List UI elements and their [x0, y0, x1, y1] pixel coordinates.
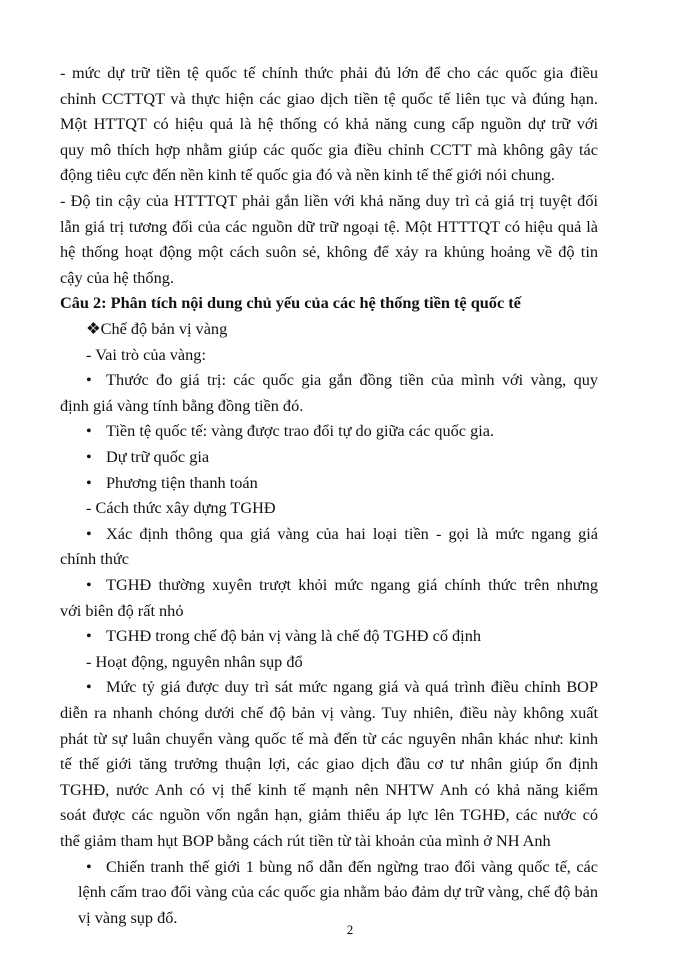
bullet-icon: • [86, 523, 92, 543]
text-line: Một HTTQT có hiệu quả là hệ thống có khả năng cung cấp nguồn dự trữ với [60, 114, 598, 134]
text-line: Mức tỷ giá được duy trì sát mức ngang giá và quá trình điều chỉnh BOP [106, 677, 598, 697]
bullet-item [86, 626, 481, 646]
text-line: TGHĐ trong chế độ bản vị vàng là chế độ TGHĐ cố định [106, 626, 481, 646]
bullet-icon: • [86, 856, 92, 876]
text-line: - mức dự trữ tiền tệ quốc tế chính thức phải đủ lớn để cho các quốc gia điều [60, 63, 598, 82]
text-line: chỉnh CCTTQT và thực hiện các giao dịch tiền tệ quốc tế liên tục và đúng hạn. [60, 88, 598, 108]
text-line: Phương tiện thanh toán [106, 472, 258, 492]
page-number: 2 [346, 921, 354, 937]
bullet-item [86, 524, 598, 544]
bullet-icon: • [86, 575, 92, 594]
dash-item: - Cách thức xây dựng TGHĐ [86, 498, 276, 518]
bullet-icon: • [86, 370, 92, 390]
bullet-item [86, 421, 494, 441]
text-line: tế thế giới tăng trưởng thuận lợi, các giao dịch đầu cơ tư nhân giúp ổn định [60, 754, 598, 774]
bullet-icon: • [86, 626, 92, 646]
text-line: định giá vàng tính bằng đồng tiền đó. [60, 395, 304, 415]
text-line: lệnh cấm trao đổi vàng của các quốc gia nhằm bảo đảm dự trữ vàng, chế độ bản [78, 882, 598, 902]
text-line: Thước đo giá trị: các quốc gia gắn đồng tiền của mình với vàng, quy [106, 370, 598, 390]
text-line: động tiêu cực đến nền kinh tế quốc gia đó và nền kinh tế thế giới nói chung. [60, 165, 555, 185]
bullet-icon: • [86, 677, 92, 697]
text-line: diễn ra nhanh chóng dưới chế độ bản vị vàng. Tuy nhiên, điều này không xuất [60, 703, 598, 722]
text-line: soát được các nguồn vốn ngắn hạn, giảm thiểu áp lực lên TGHĐ, các nước có [60, 805, 598, 825]
text-line: - Độ tin cậy của HTTTQT phải gắn liền với khả năng duy trì cả giá trị tuyệt đối [60, 191, 598, 210]
text-line: với biên độ rất nhỏ [60, 600, 184, 620]
text-line: TGHĐ thường xuyên trượt khỏi mức ngang giá chính thức trên nhưng [106, 575, 598, 594]
bullet-item [86, 473, 258, 493]
text-line: vị vàng sụp đổ. [78, 907, 178, 927]
subsection-heading: ❖Chế độ bản vị vàng [86, 319, 228, 338]
text-line: quy mô thích hợp nhằm giúp các quốc gia điều chỉnh CCTT mà không gây tác [60, 139, 598, 159]
text-line: Tiền tệ quốc tế: vàng được trao đổi tự do giữa các quốc gia. [106, 421, 495, 441]
bullet-item [86, 575, 598, 595]
text-line: Chiến tranh thế giới 1 bùng nổ dẫn đến ngừng trao đổi vàng quốc tế, các [106, 856, 598, 876]
bullet-item [86, 370, 598, 390]
dash-item: - Hoạt động, nguyên nhân sụp đổ [86, 651, 303, 671]
bullet-icon: • [86, 447, 92, 466]
section-heading: Câu 2: Phân tích nội dung chủ yếu của các hệ thống tiền tệ quốc tế [60, 293, 521, 313]
text-line: Xác định thông qua giá vàng của hai loại tiền - gọi là mức ngang giá [106, 523, 598, 543]
bullet-item [86, 677, 598, 697]
text-line: thể giảm tham hụt BOP bằng cách rút tiền từ tài khoản của mình ở NH Anh [60, 831, 551, 850]
bullet-icon: • [86, 472, 92, 492]
text-line: Dự trữ quốc gia [106, 447, 210, 466]
text-line: hệ thống hoạt động một cách suôn sẻ, không để xảy ra khủng hoảng về độ tin [60, 242, 598, 262]
text-line: phát từ sự luân chuyển vàng quốc tế mà đến từ các nguyên nhân khác như: kinh [60, 728, 598, 748]
text-line: chính thức [60, 549, 129, 569]
bullet-item [86, 857, 598, 877]
bullet-item [86, 447, 209, 467]
dash-item: - Vai trò của vàng: [86, 344, 206, 364]
bullet-icon: • [86, 421, 92, 441]
text-line: lẫn giá trị tương đối của các nguồn dữ trữ ngoại tệ. Một HTTTQT có hiệu quả là [60, 216, 598, 236]
text-line: cậy của hệ thống. [60, 267, 174, 287]
text-line: TGHĐ, nước Anh có vị thế kinh tế mạnh nên NHTW Anh có khả năng kiểm [60, 779, 598, 799]
